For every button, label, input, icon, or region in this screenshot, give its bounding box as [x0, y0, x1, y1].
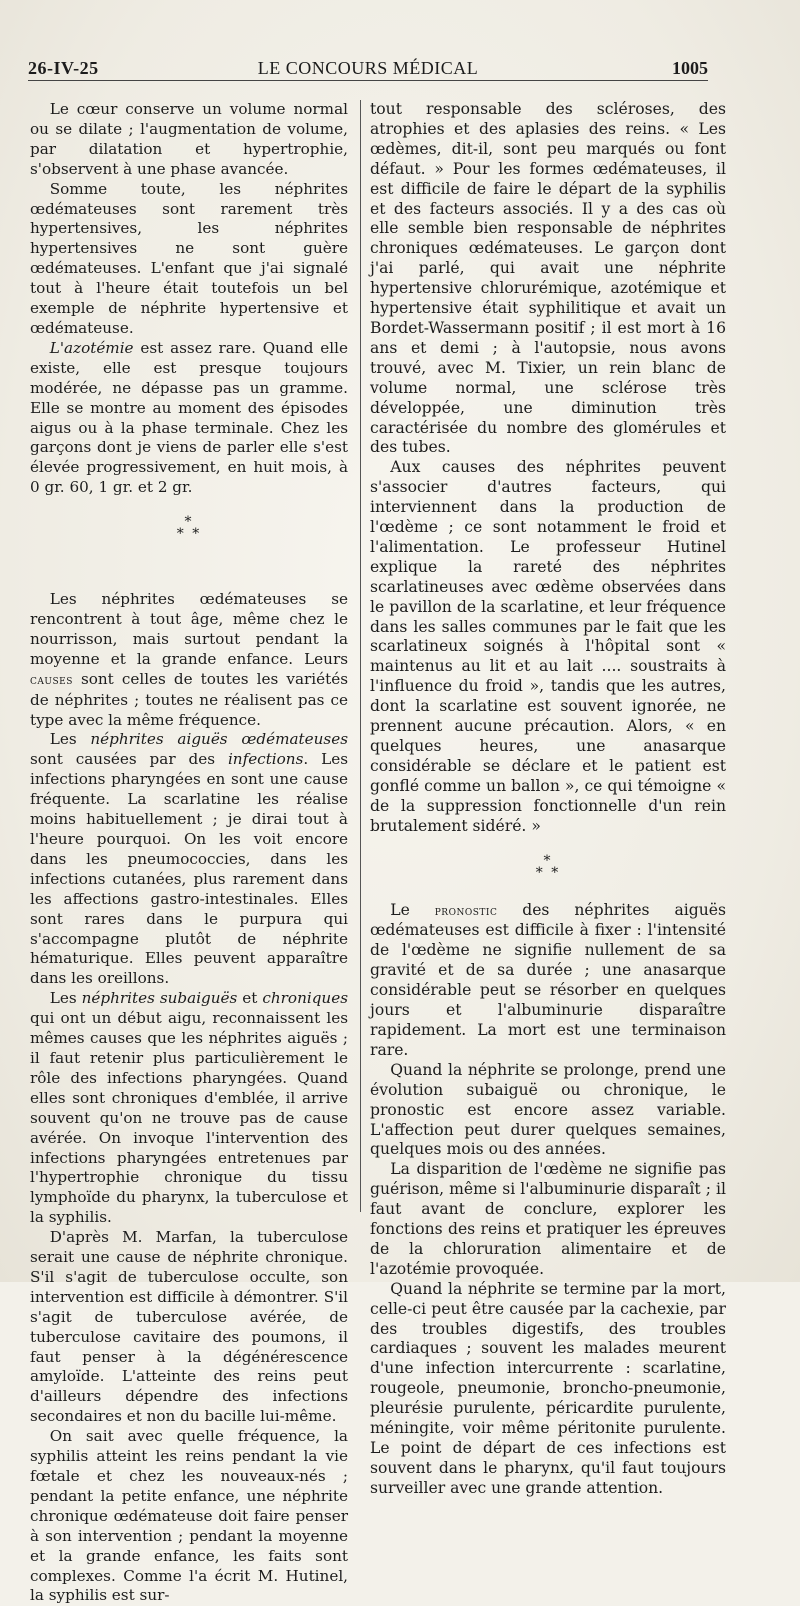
paragraph: Quand la néphrite se termine par la mort, celle-ci peut être causée par la cachexie, par des troubles digestifs, des troubles cardiaques ; souvent les malades meurent d'une infection intercurrente : scarlatine, rougeole, pneumonie, broncho-pneumonie, pleurésie purulente, péricardite purulente, méningite, voir même péritonite purulente. Le point de départ de ces infections est souvent dans le pharynx, qu'il faut toujours surveiller avec une grande attention. [370, 1279, 726, 1497]
text-run: qui ont un début aigu, reconnaissent les mêmes causes que les néphrites aiguës ; il faut retenir plus particulièrement le rôle des infections pharyngées. Quand elles sont chroniques d'emblée, il arrive souvent qu'on ne trouve pas de cause avérée. On invoque l'intervention des infections pharyngées entretenues par l'hypertrophie chronique du tissu lymphoïde du pharynx, la tuberculose et la syphilis. [30, 1009, 348, 1227]
text-run: Le [390, 900, 435, 919]
paragraph [370, 901, 726, 1061]
text-run: . Les infections pharyngées en sont une cause fréquente. La scarlatine les réalise moins habituellement ; je dirai tout à l'heure pourquoi. On les voit encore dans les pneumococcies, dans les infections cutanées, plus rarement dans les affections gastro-intestinales. Elles sont rares dans le purpura qui s'accompagne plutôt de néphrite hématurique. Elles peuvent apparaître dans les oreillons. [30, 750, 348, 988]
journal-title: LE CONCOURS MÉDICAL [257, 58, 479, 78]
text-run: Les [49, 989, 82, 1008]
italic-term: néphrites subaiguës [81, 989, 238, 1008]
separator-star: * [184, 514, 194, 531]
italic-term: néphrites aiguës œdémateuses [90, 730, 348, 749]
paragraph [30, 590, 348, 730]
paragraph: tout responsable des scléroses, des atrophies et des aplasies des reins. « Les œdèmes, dit-il, sont peu marqués ou font défaut. » Pour les formes œdémateuses, il est difficile de faire le départ de la syphilis et des facteurs associés. Il y a des cas où elle semble bien responsable de néphrites chroniques œdémateuses. Le garçon dont j'ai parlé, qui avait une néphrite hypertensive chlorurémique, azotémique et hypertensive était syphilitique et avait un Bordet-Wassermann positif ; il est mort à 16 ans et demi ; à l'autopsie, nous avons trouvé, avec M. Tixier, un rein blanc de volume normal, une sclérose très développée, une diminution très caractérisée du nombre des glomérules et des tubes. [370, 100, 726, 457]
header-rule [28, 80, 708, 81]
separator-stars: * * [176, 526, 202, 543]
spacer [30, 562, 348, 590]
text-run: des néphrites aiguës œdémateuses est difficile à fixer : l'intensité de l'œdème ne signifie nullement de sa gravité et de sa durée ; une anasarque considérable peut se résorber en quelques jours et l'albuminurie disparaître rapidement. La mort est une terminaison rare. [370, 900, 726, 1059]
italic-term: L'azotémie [49, 338, 134, 357]
italic-term: chroniques [262, 989, 348, 1008]
small-caps-term: causes [30, 672, 73, 688]
section-separator [30, 514, 348, 543]
paragraph: Le cœur conserve un volume normal ou se dilate ; l'augmentation de volume, par dilatation et hypertrophie, s'observent à une phase avancée. [30, 100, 348, 178]
paragraph: Somme toute, les néphrites œdémateuses sont rarement très hypertensives, les néphrites hypertensives ne sont guère œdémateuses. L'enfant que j'ai signalé tout à l'heure était toutefois un bel exemple de néphrite hypertensive et œdémateuse. [30, 179, 348, 337]
paragraph: Aux causes des néphrites peuvent s'associer d'autres facteurs, qui interviennent dans la production de l'œdème ; ce sont notamment le froid et l'alimentation. Le professeur Hutinel explique la rareté des néphrites scarlatineuses avec œdème observées dans le pavillon de la scarlatine, et leur fréquence dans les salles communes par le fait que les scarlatineux soignés à l'hôpital sont « maintenus au lit et au lait .... soustraits à l'influence du froid », tandis que les autres, dont la scarlatine est souvent ignorée, ne prennent aucune précaution. Alors, « en quelques heures, une anasarque considérable se déclare et le patient est gonflé comme un ballon », ce qui témoigne « de la suppression fonctionnelle d'un rein brutalement sidéré. » [370, 458, 726, 835]
paragraph [30, 989, 348, 1228]
paragraph: On sait avec quelle fréquence, la syphilis atteint les reins pendant la vie fœtale et chez les nouveaux-nés ; pendant la petite enfance, une néphrite chronique œdémateuse doit faire penser à son intervention ; pendant la moyenne et la grande enfance, les faits sont complexes. Comme l'a écrit M. Hutinel, la syphilis est sur- [30, 1427, 348, 1605]
text-run: est assez rare. Quand elle existe, elle est presque toujours modérée, ne dépasse pas un gramme. Elle se montre au moment des épisodes aigus ou à la phase terminale. Chez les garçons dont je viens de parler elle s'est élevée progressivement, en huit mois, à 0 gr. 60, 1 gr. et 2 gr. [30, 338, 348, 497]
left-column [30, 100, 348, 1606]
right-column [370, 100, 726, 1499]
paragraph: Quand la néphrite se prolonge, prend une évolution subaiguë ou chronique, le pronostic est encore assez variable. L'affection peut durer quelques semaines, quelques mois ou des années. [370, 1060, 726, 1159]
page-number: 1005 [672, 58, 708, 78]
paragraph: La disparition de l'œdème ne signifie pas guérison, même si l'albuminurie disparaît ; il faut avant de conclure, explorer les fonctions des reins et pratiquer les épreuves de la chloruration alimentaire et de l'azotémie provoquée. [370, 1160, 726, 1278]
paragraph [30, 730, 348, 989]
italic-term: infections [227, 750, 304, 769]
paragraph [30, 339, 348, 498]
column-divider [360, 100, 361, 1212]
text-run: Les néphrites œdémateuses se rencontrent à tout âge, même chez le nourrisson, mais surtout pendant la moyenne et la grande enfance. Leurs [30, 590, 348, 668]
paragraph: D'après M. Marfan, la tuberculose serait une cause de néphrite chronique. S'il s'agit de tuberculose occulte, son intervention est difficile à démontrer. S'il s'agit de tuberculose avérée, de tuberculose cavitaire des poumons, il faut penser à la dégénérescence amyloïde. L'atteinte des reins peut d'ailleurs dépendre des infections secondaires et non du bacille lui-même. [30, 1228, 348, 1426]
issue-date: 26-IV-25 [28, 58, 99, 78]
running-header [28, 52, 708, 80]
separator-stars: * * [535, 864, 561, 881]
text-run: et [237, 989, 263, 1008]
text-run: Les [49, 730, 91, 749]
text-run: sont causées par des [30, 750, 228, 769]
small-caps-term: pronostic [434, 903, 498, 919]
text-run: sont celles de toutes les variétés de néphrites ; toutes ne réalisent pas ce type avec la même fréquence. [30, 669, 348, 729]
section-separator [370, 852, 726, 881]
separator-star: * [543, 852, 553, 869]
